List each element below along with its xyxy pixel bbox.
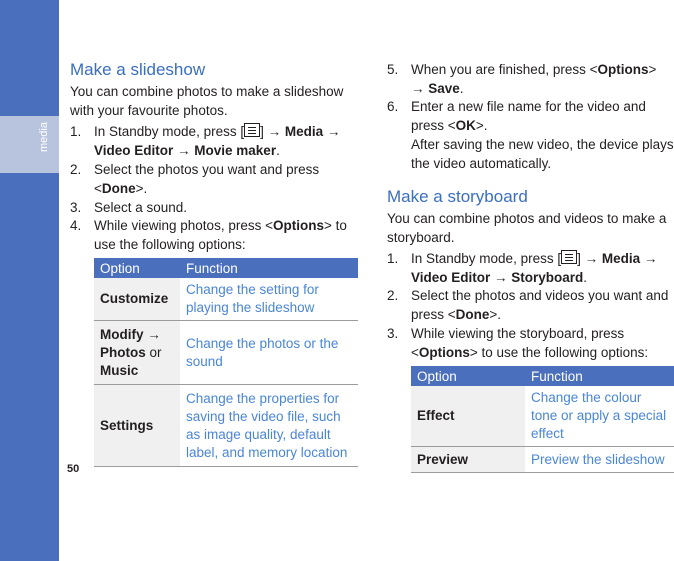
option-cell: Preview [411,447,525,473]
table-header-row [411,366,674,386]
table-row [411,386,674,447]
menu-key-icon [244,123,260,137]
function-cell: Change the photos or the sound [180,321,358,385]
list-item: 1. In Standby mode, press [ ] → Media → Video Editor → Storyboard. [387,251,658,285]
option-cell: Customize [94,278,180,321]
table-row [94,385,358,467]
table-row [94,321,358,385]
table-header-row [94,258,358,278]
slideshow-intro: You can combine photos to make a slideshow with your favourite photos. [70,84,344,118]
list-item: 5. When you are finished, press <Options> → Save. [387,62,657,96]
option-cell: Modify → Photos or Music [94,321,180,385]
list-item: 2. Select the photos and videos you want and press <Done>. [387,288,669,322]
table-header-function: Function [180,258,358,278]
menu-key-icon [561,250,577,264]
table-row [94,278,358,321]
table-row [411,447,674,473]
function-cell: Change the colour tone or apply a special effect [525,386,674,447]
function-cell: Change the setting for playing the slideshow [180,278,358,321]
table-header-option: Option [411,366,525,386]
function-cell: Change the properties for saving the video file, such as image quality, default label, and memory location [180,385,358,467]
option-cell: Effect [411,386,525,447]
list-item: 6. Enter a new file name for the video and press <OK>. After saving the new video, the device plays the video automatically. [387,98,674,178]
page-number: 50 [67,463,80,475]
table-header-option: Option [94,258,180,278]
step-note: After saving the new video, the device plays the video automatically. [411,137,674,171]
sidebar [0,0,59,561]
list-item: 1. In Standby mode, press [ ] → Media → Video Editor → Movie maker. [70,124,341,158]
list-item: 2. Select the photos you want and press <Done>. [70,162,320,196]
slideshow-heading: Make a slideshow [70,60,206,79]
option-cell: Settings [94,385,180,467]
list-item: 4. While viewing photos, press <Options> to use the following options: [70,218,347,252]
list-item: 3. Select a sound. [70,200,188,215]
sidebar-section-tab [0,116,59,173]
storyboard-options-table [411,366,674,473]
table-header-function: Function [525,366,674,386]
storyboard-heading: Make a storyboard [387,187,528,206]
list-item: 3. While viewing the storyboard, press <Options> to use the following options: [387,326,649,360]
sidebar-section-label: media [38,122,50,152]
function-cell: Preview the slideshow [525,447,674,473]
slideshow-options-table [94,258,358,467]
storyboard-intro: You can combine photos and videos to make a storyboard. [387,211,667,245]
